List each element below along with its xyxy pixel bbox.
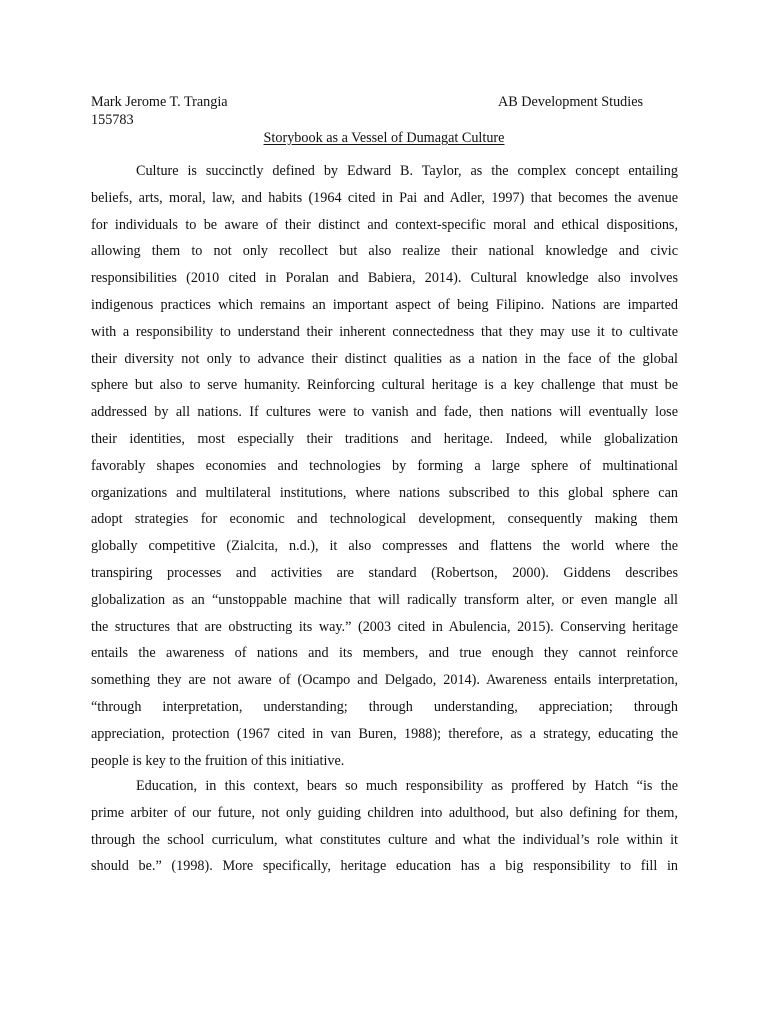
text-line: responsibilities (2010 cited in Poralan and Babiera, 2014). Cultural knowledge also involves [91, 270, 678, 287]
text-line: for individuals to be aware of their distinct and context-specific moral and ethical dispositions, [91, 216, 678, 233]
text-line: people is key to the fruition of this initiative. [91, 752, 345, 769]
text-line: their diversity not only to advance their distinct qualities as a nation in the face of the global [91, 350, 678, 367]
text-line: should be.” (1998). More specifically, heritage education has a big responsibility to fill in [91, 858, 678, 875]
text-line: something they are not aware of (Ocampo and Delgado, 2014). Awareness entails interpretation, [91, 672, 678, 689]
text-line: globally competitive (Zialcita, n.d.), it also compresses and flattens the world where the [91, 538, 678, 555]
document-title: Storybook as a Vessel of Dumagat Culture [263, 130, 505, 146]
text-line: adopt strategies for economic and technological development, consequently making them [91, 511, 678, 528]
text-line: appreciation, protection (1967 cited in van Buren, 1988); therefore, as a strategy, educating the [91, 725, 678, 742]
author-name: Mark Jerome T. Trangia [91, 94, 228, 110]
text-line: favorably shapes economies and technologies by forming a large sphere of multinational [91, 457, 678, 474]
text-line: Culture is succinctly defined by Edward B. Taylor, as the complex concept entailing [136, 163, 678, 179]
text-line: transpiring processes and activities are standard (Robertson, 2000). Giddens describes [91, 564, 678, 581]
document-title-container [0, 129, 768, 147]
text-line: organizations and multilateral institutions, where nations subscribed to this global sphere can [91, 484, 678, 501]
text-line: with a responsibility to understand their inherent connectedness that they may use it to cultivate [91, 323, 678, 340]
text-line: entails the awareness of nations and its members, and true enough they cannot reinforce [91, 645, 678, 662]
text-line: globalization as an “unstoppable machine that will radically transform alter, or even mangle all [91, 591, 678, 608]
text-line: addressed by all nations. If cultures were to vanish and fade, then nations will eventually lose [91, 404, 678, 421]
text-line: allowing them to not only recollect but also realize their national knowledge and civic [91, 243, 678, 260]
text-line: “through interpretation, understanding; through understanding, appreciation; through [91, 698, 678, 715]
text-line: through the school curriculum, what constitutes culture and what the individual’s role within it [91, 831, 678, 848]
text-line: their identities, most especially their traditions and heritage. Indeed, while globalization [91, 430, 678, 447]
text-line: prime arbiter of our future, not only guiding children into adulthood, but also defining for them, [91, 804, 678, 821]
paragraph-1 [91, 158, 678, 774]
text-line: indigenous practices which remains an important aspect of being Filipino. Nations are imparted [91, 296, 678, 313]
student-id: 155783 [91, 112, 134, 128]
text-line: Education, in this context, bears so much responsibility as proffered by Hatch “is the [136, 778, 678, 794]
text-line: the structures that are obstructing its way.” (2003 cited in Abulencia, 2015). Conserving heritage [91, 618, 678, 635]
paragraph-2 [91, 773, 678, 880]
text-line: sphere but also to serve humanity. Reinforcing cultural heritage is a key challenge that must be [91, 377, 678, 394]
text-line: beliefs, arts, moral, law, and habits (1964 cited in Pai and Adler, 1997) that becomes the avenue [91, 189, 678, 206]
program-name: AB Development Studies [498, 94, 644, 110]
